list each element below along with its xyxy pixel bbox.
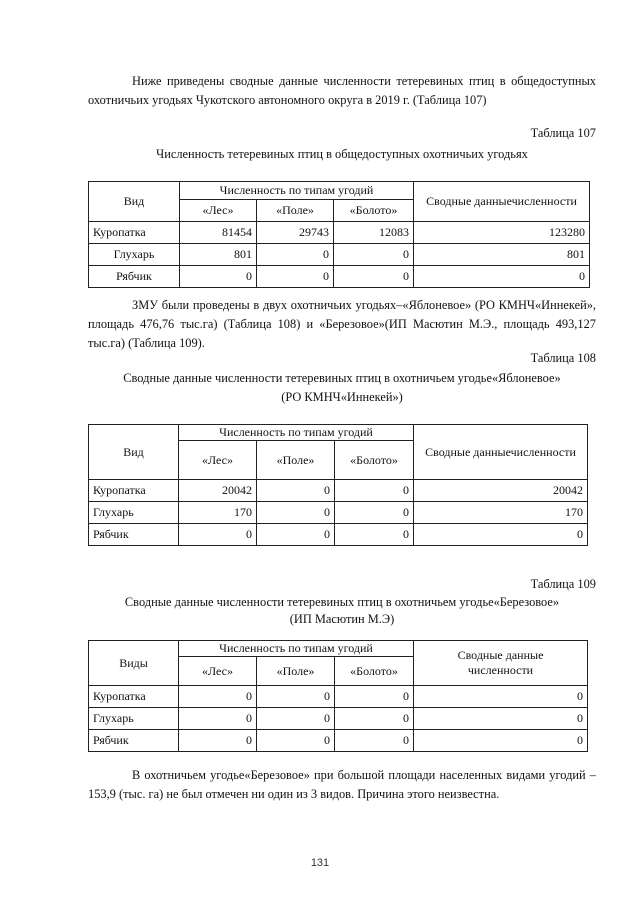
table-row: [89, 244, 590, 266]
header-group: Численность по типам угодий: [179, 641, 414, 657]
value-cell: 0: [335, 686, 414, 708]
table-107-title: Численность тетеревиных птиц в общедоступных охотничьих угодьях: [156, 147, 528, 161]
table-row: [89, 708, 588, 730]
value-cell: 0: [179, 524, 257, 546]
value-cell: 0: [414, 524, 588, 546]
value-cell: 0: [414, 266, 590, 288]
species-name: Куропатка: [89, 686, 179, 708]
header-group: Численность по типам угодий: [179, 425, 414, 441]
table-107: [88, 181, 590, 288]
table-row: [89, 222, 590, 244]
header-forest: «Лес»: [180, 200, 257, 222]
value-cell: 0: [257, 502, 335, 524]
value-cell: 123280: [414, 222, 590, 244]
value-cell: 0: [257, 266, 334, 288]
header-summary-line2: численности: [467, 663, 534, 677]
value-cell: 0: [179, 686, 257, 708]
header-species: Виды: [89, 641, 179, 686]
header-swamp: «Болото»: [334, 200, 414, 222]
header-field: «Поле»: [257, 657, 335, 686]
species-name: Рябчик: [89, 266, 180, 288]
table-109-subtitle: (ИП Масютин М.Э): [289, 612, 395, 626]
table-108-label: Таблица 108: [530, 351, 596, 365]
header-swamp: «Болото»: [335, 441, 414, 480]
species-name: Глухарь: [89, 502, 179, 524]
header-field: «Поле»: [257, 200, 334, 222]
table-109-label: Таблица 109: [530, 577, 596, 591]
species-name: Глухарь: [89, 244, 180, 266]
header-forest: «Лес»: [179, 441, 257, 480]
header-summary: [414, 641, 588, 686]
value-cell: 81454: [180, 222, 257, 244]
table-row: [89, 730, 588, 752]
header-swamp: «Болото»: [335, 657, 414, 686]
value-cell: 0: [335, 708, 414, 730]
value-cell: 0: [334, 244, 414, 266]
header-group: Численность по типам угодий: [180, 182, 414, 200]
table-108-title: Сводные данные численности тетеревиных птиц в охотничьем угодье«Яблоневое»: [123, 371, 561, 385]
header-summary-line1: Сводные данные: [457, 648, 544, 662]
value-cell: 29743: [257, 222, 334, 244]
value-cell: 0: [257, 524, 335, 546]
value-cell: 0: [257, 480, 335, 502]
value-cell: 170: [179, 502, 257, 524]
value-cell: 12083: [334, 222, 414, 244]
page-number: 131: [310, 857, 330, 869]
value-cell: 0: [335, 524, 414, 546]
header-forest: «Лес»: [179, 657, 257, 686]
species-name: Глухарь: [89, 708, 179, 730]
value-cell: 0: [335, 730, 414, 752]
table-row: [89, 686, 588, 708]
table-108-subtitle: (РО КМНЧ«Иннекей»): [281, 390, 403, 404]
table-109: [88, 640, 588, 752]
intro-paragraph: Ниже приведены сводные данные численности тетеревиных птиц в общедоступных охотничьих угодьях Чукотского автономного округа в 2019 г. (Таблица 107): [88, 74, 596, 107]
value-cell: 0: [257, 686, 335, 708]
value-cell: 0: [180, 266, 257, 288]
table-row: [89, 524, 588, 546]
species-name: Куропатка: [89, 222, 180, 244]
value-cell: 0: [335, 502, 414, 524]
table-row: [89, 480, 588, 502]
zmu-paragraph: ЗМУ были проведены в двух охотничьих угодьях–«Яблоневое» (РО КМНЧ«Иннекей», площадь 476,76 тыс.га) (Таблица 108) и «Березовое»(ИП Масютин М.Э., площадь 493,127 тыс.га) (Таблица 109).: [88, 298, 596, 350]
table-107-label: Таблица 107: [530, 126, 596, 140]
header-summary: Сводные данныечисленности: [414, 182, 590, 222]
species-name: Куропатка: [89, 480, 179, 502]
header-field: «Поле»: [257, 441, 335, 480]
value-cell: 0: [414, 686, 588, 708]
value-cell: 0: [179, 730, 257, 752]
table-row: [89, 502, 588, 524]
table-row: [89, 266, 590, 288]
table-109-title: Сводные данные численности тетеревиных птиц в охотничьем угодье«Березовое»: [124, 595, 560, 609]
value-cell: 0: [179, 708, 257, 730]
value-cell: 20042: [179, 480, 257, 502]
value-cell: 801: [180, 244, 257, 266]
value-cell: 801: [414, 244, 590, 266]
value-cell: 20042: [414, 480, 588, 502]
value-cell: 0: [257, 730, 335, 752]
final-paragraph: В охотничьем угодье«Березовое» при большой площади населенных видами угодий – 153,9 (тыс. га) не был отмечен ни один из 3 видов. Причина этого неизвестна.: [88, 768, 596, 801]
value-cell: 0: [257, 708, 335, 730]
species-name: Рябчик: [89, 524, 179, 546]
value-cell: 0: [414, 708, 588, 730]
species-name: Рябчик: [89, 730, 179, 752]
header-summary: Сводные данныечисленности: [414, 425, 588, 480]
value-cell: 0: [257, 244, 334, 266]
value-cell: 0: [334, 266, 414, 288]
value-cell: 0: [414, 730, 588, 752]
table-108: [88, 424, 588, 546]
value-cell: 0: [335, 480, 414, 502]
header-species: Вид: [89, 425, 179, 480]
header-species: Вид: [89, 182, 180, 222]
value-cell: 170: [414, 502, 588, 524]
